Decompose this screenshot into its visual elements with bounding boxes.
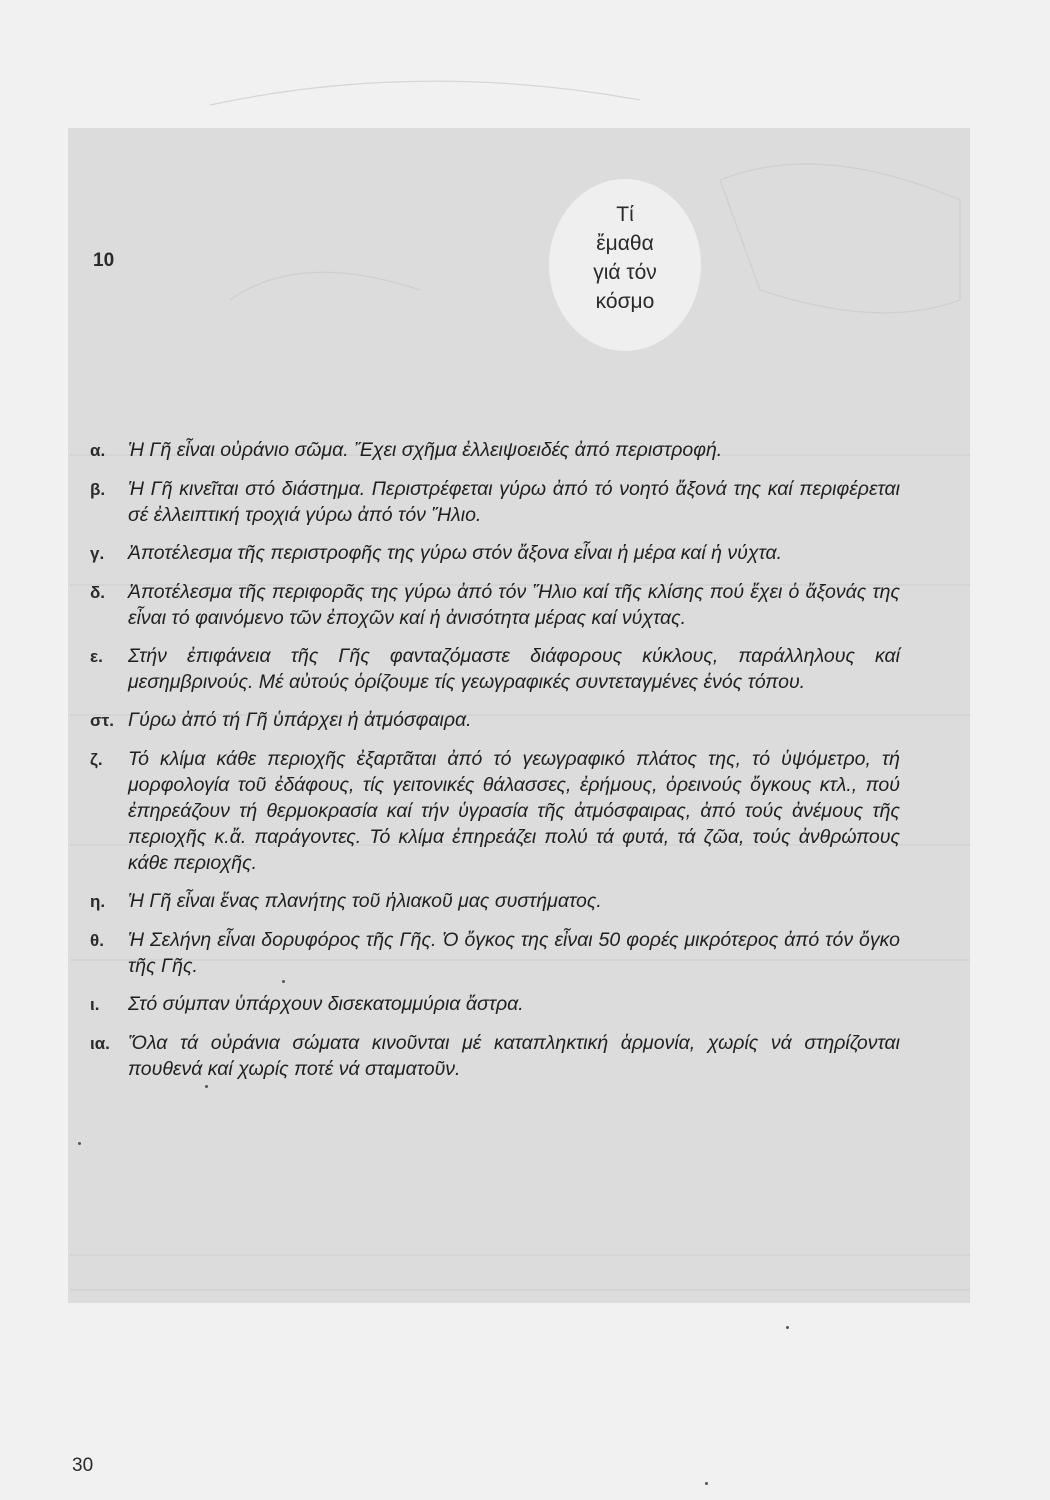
list-item — [90, 927, 900, 979]
item-marker: α. — [90, 441, 106, 460]
item-marker: β. — [90, 480, 106, 499]
item-text: Στήν ἐπιφάνεια τῆς Γῆς φανταζόμαστε διάφορους κύκλους, παράλληλους καί μεσημβρινούς. Μέ αὐτούς ὁρίζουμε τίς γεωγραφικές συντεταγμένες ἑνός τόπου. — [128, 645, 900, 693]
item-text: Ἡ Γῆ εἶναι ἕνας πλανήτης τοῦ ἡλιακοῦ μας συστήματος. — [128, 890, 602, 912]
list-item — [90, 991, 900, 1018]
lesson-number: 10 — [93, 250, 115, 271]
item-text: Ὅλα τά οὐράνια σώματα κινοῦνται μέ καταπληκτική ἁρμονία, χωρίς νά στηρίζονται πουθενά καί χωρίς ποτέ νά σταματοῦν. — [128, 1032, 900, 1080]
list-item — [90, 746, 900, 876]
print-speck — [282, 980, 285, 983]
heading-line: κόσμο — [595, 290, 655, 313]
summary-list — [90, 437, 900, 1094]
item-marker: ι. — [90, 995, 100, 1014]
item-marker: ια. — [90, 1034, 110, 1053]
item-marker: γ. — [90, 544, 105, 563]
heading-line: Τί — [616, 203, 634, 226]
print-speck — [78, 1142, 81, 1145]
print-speck — [786, 1326, 789, 1329]
heading-badge-text — [549, 200, 701, 316]
list-item — [90, 437, 900, 464]
print-speck — [705, 1482, 708, 1485]
item-text: Ἀποτέλεσμα τῆς περιστροφῆς της γύρω στόν ἄξονα εἶναι ἡ μέρα καί ἡ νύχτα. — [128, 542, 783, 564]
item-text: Στό σύμπαν ὑπάρχουν δισεκατομμύρια ἄστρα. — [128, 993, 524, 1015]
item-marker: ζ. — [90, 750, 103, 769]
list-item — [90, 643, 900, 695]
list-item — [90, 540, 900, 567]
item-text: Ἡ Σελήνη εἶναι δορυφόρος τῆς Γῆς. Ὁ ὄγκος της εἶναι 50 φορές μικρότερος ἀπό τόν ὄγκο τῆς Γῆς. — [128, 929, 900, 977]
item-text: Γύρω ἀπό τή Γῆ ὑπάρχει ἡ ἀτμόσφαιρα. — [128, 709, 472, 731]
heading-line: ἔμαθα — [596, 232, 654, 255]
list-item — [90, 888, 900, 915]
item-marker: θ. — [90, 931, 104, 950]
item-text: Ἀποτέλεσμα τῆς περιφορᾶς της γύρω ἀπό τόν Ἥλιο καί τῆς κλίσης πού ἔχει ὁ ἄξονάς της εἶναι τό φαινόμενο τῶν ἐποχῶν καί ἡ ἀνισότητα μέρας καί νύχτας. — [128, 581, 900, 629]
item-marker: δ. — [90, 583, 106, 602]
item-text: Ἡ Γῆ κινεῖται στό διάστημα. Περιστρέφεται γύρω ἀπό τό νοητό ἄξονά της καί περιφέρεται σέ ἐλλειπτική τροχιά γύρω ἀπό τόν Ἥλιο. — [128, 478, 900, 526]
item-marker: ε. — [90, 647, 103, 666]
item-marker: στ. — [90, 711, 114, 730]
page-number: 30 — [72, 1455, 94, 1476]
item-marker: η. — [90, 892, 106, 911]
print-speck — [205, 1085, 208, 1088]
list-item — [90, 1030, 900, 1082]
list-item — [90, 579, 900, 631]
list-item — [90, 476, 900, 528]
list-item — [90, 707, 900, 734]
item-text: Ἡ Γῆ εἶναι οὐράνιο σῶμα. Ἔχει σχῆμα ἐλλειψοειδές ἀπό περιστροφή. — [128, 439, 723, 461]
item-text: Τό κλίμα κάθε περιοχῆς ἐξαρτᾶται ἀπό τό γεωγραφικό πλάτος της, τό ὑψόμετρο, τή μορφολογία τοῦ ἐδάφους, τίς γειτονικές θάλασσες, ἐρήμους, ὀρεινούς ὄγκους κτλ., πού ἐπηρεάζουν τή θερμοκρασία καί τήν ὑγρασία τῆς ἀτμόσφαιρας, ἀπό τούς ἀνέμους τῆς περιοχῆς κ.ἄ. παράγοντες. Τό κλίμα ἐπηρεάζει πολύ τά φυτά, τά ζῶα, τούς ἀνθρώπους κάθε περιοχῆς. — [128, 748, 900, 874]
heading-line: γιά τόν — [593, 261, 657, 284]
